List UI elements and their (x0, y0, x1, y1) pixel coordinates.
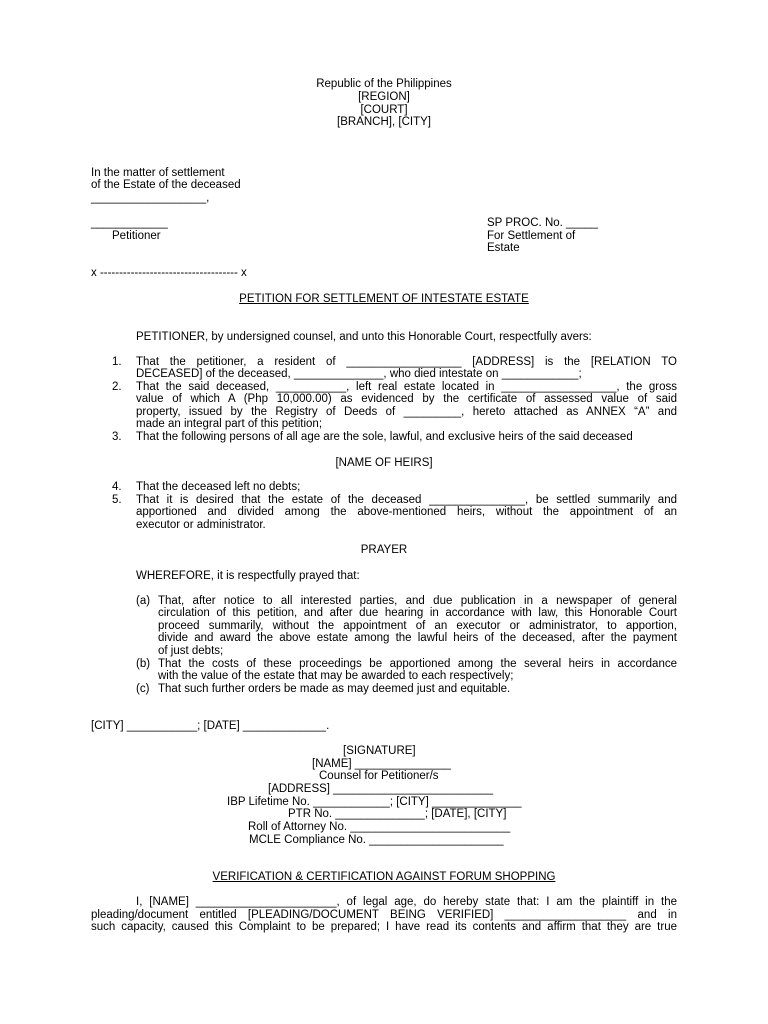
signature-address: [ADDRESS] _________________________ (268, 783, 494, 795)
heirs-placeholder: [NAME OF HEIRS] (335, 457, 433, 469)
item-2-line-1: That the said deceased, ___________, left real estate located in __________________, the gross (136, 381, 677, 393)
caption-petitioner-label: Petitioner (112, 230, 161, 242)
prayer-a-line-3: proceed summarily, without the appointment of an executor or administrator, to apportion, (158, 620, 677, 632)
caption-for-settlement: For Settlement of (487, 230, 576, 242)
prayer-b-line-2: with the value of the estate that may be awarded to each respectively; (158, 670, 514, 682)
signature-roll: Roll of Attorney No. _________________________ (248, 821, 511, 833)
prayer-a-line-2: circulation of this petition, and after due hearing in accordance with law, this Honorable Court (158, 607, 677, 619)
item-1-number: 1. (112, 356, 122, 368)
prayer-a-line-5: of just debts; (158, 645, 224, 657)
prayer-heading: PRAYER (360, 544, 408, 556)
verification-line-2: pleading/document entitled [PLEADING/DOCUMENT BEING VERIFIED] ___________________ and in (91, 909, 677, 921)
caption-sp-proc: SP PROC. No. _____ (487, 217, 599, 229)
petition-title: PETITION FOR SETTLEMENT OF INTESTATE ESTATE (239, 293, 529, 305)
item-5-line-3: executor or administrator. (136, 519, 266, 531)
verification-title: VERIFICATION & CERTIFICATION AGAINST FORUM SHOPPING (212, 871, 556, 883)
item-4-line-1: That the deceased left no debts; (136, 481, 301, 493)
item-5-number: 5. (112, 494, 122, 506)
item-3-number: 3. (112, 431, 122, 443)
caption-estate: Estate (487, 242, 520, 254)
prayer-c-line-1: That such further orders be made as may deemed just and equitable. (158, 683, 511, 695)
signature-mcle: MCLE Compliance No. _____________________ (249, 834, 504, 846)
signature-name: [NAME] _______________ (312, 758, 451, 770)
caption-matter-line1: In the matter of settlement (91, 167, 225, 179)
verification-line-1: I, [NAME] ______________________, of legal age, do hereby state that: I am the plaintiff in the (136, 896, 677, 908)
prayer-a-line-4: divide and award the above estate among the lawful heirs of the deceased, after the payment (158, 632, 677, 644)
wherefore-line: WHEREFORE, it is respectfully prayed that: (136, 570, 360, 582)
prayer-b-line-1: That the costs of these proceedings be apportioned among the several heirs in accordance (158, 658, 677, 670)
signature-counsel: Counsel for Petitioner/s (319, 770, 439, 782)
caption-matter-line2: of the Estate of the deceased (91, 179, 241, 191)
item-5-line-2: apportioned and divided among the above-mentioned heirs, without the appointment of an (136, 506, 677, 518)
item-2-line-2: value of which A (Php 10,000.00) as evidenced by the certificate of assessed value of said (136, 393, 677, 405)
header-court: [COURT] (360, 104, 408, 116)
caption-separator: x ------------------------------------ x (91, 267, 247, 279)
item-2-line-4: made an integral part of this petition; (136, 418, 323, 430)
prayer-a-line-1: That, after notice to all interested parties, and due publication in a newspaper of general (158, 595, 677, 607)
header-branch-city: [BRANCH], [CITY] (337, 116, 431, 128)
header-republic: Republic of the Philippines (316, 78, 452, 90)
verification-line-3: such capacity, caused this Complaint to be prepared; I have read its contents and affirm that they are true (91, 921, 677, 933)
prayer-c-label: (c) (136, 683, 150, 695)
header-region: [REGION] (358, 91, 410, 103)
item-1-line-2: DECEASED] of the deceased, ______________, who died intestate on ____________; (136, 368, 582, 380)
intro-paragraph: PETITIONER, by undersigned counsel, and unto this Honorable Court, respectfully avers: (136, 331, 592, 343)
caption-petitioner-blank: ____________ (91, 217, 168, 229)
item-4-number: 4. (112, 481, 122, 493)
item-1-line-1: That the petitioner, a resident of __________________ [ADDRESS] is the [RELATION TO (136, 356, 677, 368)
item-2-line-3: property, issued by the Registry of Deeds of _________, hereto attached as ANNEX “A” and (136, 406, 677, 418)
signature-ibp: IBP Lifetime No. ____________; [CITY] ______________ (227, 796, 522, 808)
item-2-number: 2. (112, 381, 122, 393)
signature-ptr: PTR No. ______________; [DATE], [CITY] (288, 808, 507, 820)
item-5-line-1: That it is desired that the estate of the deceased _______________, be settled summarily and (136, 494, 677, 506)
caption-matter-line3: __________________, (91, 192, 210, 204)
item-3-line-1: That the following persons of all age are the sole, lawful, and exclusive heirs of the said deceased (136, 431, 633, 443)
prayer-a-label: (a) (136, 595, 151, 607)
signature-placeholder: [SIGNATURE] (343, 745, 416, 757)
prayer-b-label: (b) (136, 658, 151, 670)
date-line: [CITY] ___________; [DATE] _____________. (91, 720, 330, 732)
